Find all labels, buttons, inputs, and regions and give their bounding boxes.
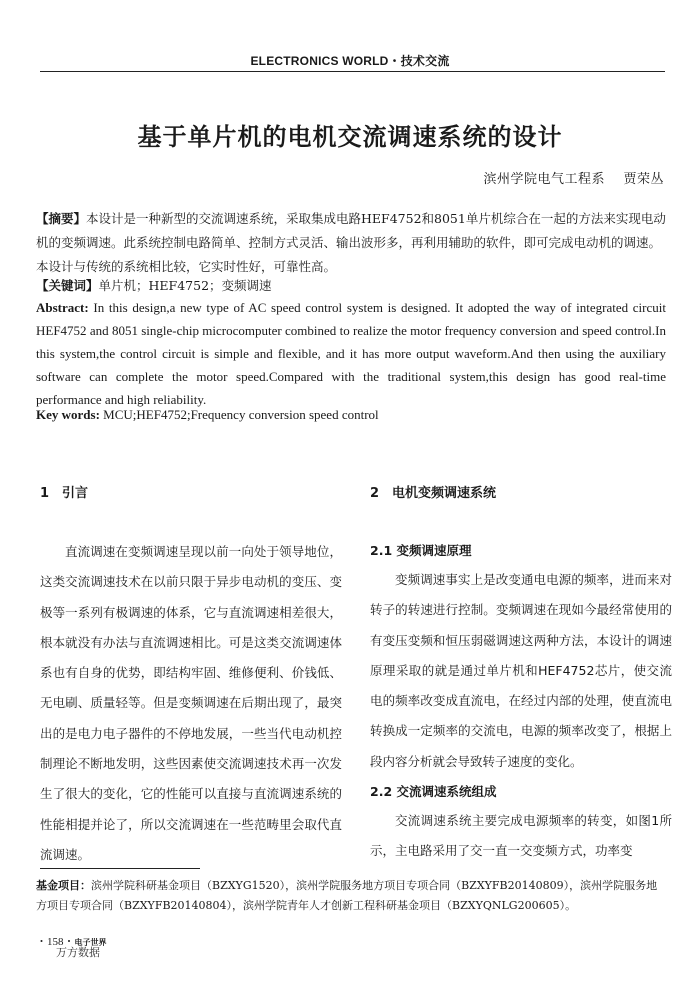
abstract-en-label: Abstract: <box>36 300 89 315</box>
watermark: 万方数据 <box>56 946 100 959</box>
subsection-2-1-heading: 2.1 变频调速原理 <box>370 543 472 558</box>
page-number: ・158・ <box>36 936 75 948</box>
footnote-divider <box>40 868 200 869</box>
abstract-en <box>36 296 666 411</box>
keywords-en-label: Key words: <box>36 407 100 422</box>
header-divider <box>40 71 665 72</box>
keywords-en-text: MCU;HEF4752;Frequency conversion speed control <box>99 407 379 422</box>
paper-title: 基于单片机的电机交流调速系统的设计 <box>137 123 563 151</box>
right-column-bottom <box>370 806 672 867</box>
keywords-cn-text: 单片机；HEF4752；变频调速 <box>98 278 272 293</box>
running-header: ELECTRONICS WORLD・技术交流 <box>250 54 450 68</box>
footnote-text: 滨州学院科研基金项目（BZXYG1520），滨州学院服务地方项目专项合同（BZXYFB20140809），滨州学院服务地方项目专项合同（BZXYFB20140804），滨州学院青年人才创新工程科研基金项目（BZXYQNLG200605）。 <box>36 879 658 912</box>
subsection-2-2-heading: 2.2 交流调速系统组成 <box>370 784 497 799</box>
abstract-en-text: In this design,a new type of AC speed control system is designed. It adopted the way of integrated circuit HEF4752 and 8051 single-chip microcomputer combined to realize the motor frequency conversion and speed control.In this system,the control circuit is simple and flexible, and it has more output waveform.And then using the auxiliary software can complete the motor speed.Compared with the traditional system,this design has good real-time performance and high reliability. <box>36 300 666 407</box>
keywords-cn-label: 【关键词】 <box>36 278 99 293</box>
affiliation-org: 滨州学院电气工程系 <box>483 172 605 187</box>
keywords-en <box>36 406 666 424</box>
journal-logo: 电子世界 <box>74 938 107 947</box>
section-2-heading: 2 电机变频调速系统 <box>370 486 497 501</box>
subsection-2-1-paragraph: 变频调速事实上是改变通电电源的频率，进而来对转子的转速进行控制。变频调速在现如今最经常使用的有变压变频和恒压弱磁调速这两种方法，本设计的调速原理采取的就是通过单片机和HEF4752芯片，使交流电的频率改变成直流电，在经过内部的处理，使直流电转换成一定频率的交流电，电源的频率改变了，根据上段内容分析就会导致转子速度的变化。 <box>370 572 672 769</box>
funding-footnote <box>36 876 668 916</box>
author-name: 贾荣丛 <box>623 172 664 187</box>
subsection-2-2-paragraph: 交流调速系统主要完成电源频率的转变，如图1所示，主电路采用了交一直一交变频方式，功率变 <box>370 813 672 859</box>
abstract-cn-text: 本设计是一种新型的交流调速系统，采取集成电路HEF4752和8051单片机综合在一起的方法来实现电动机的变频调速。此系统控制电路简单、控制方式灵活、输出波形多，再利用辅助的软件，即可完成电动机的调速。本设计与传统的系统相比较，它实时性好，可靠性高。 <box>36 211 666 274</box>
left-column <box>40 537 342 870</box>
section-1-heading: 1 引言 <box>40 486 89 501</box>
section-1-paragraph: 直流调速在变频调速呈现以前一向处于领导地位，这类交流调速技术在以前只限于异步电动机的变压、变极等一系列有极调速的体系，它与直流调速相差很大，根本就没有办法与直流调速相比。可是这类交流调速体系也有自身的优势，即结构牢固、维修便利、价钱低、无电刷、质量轻等。但是变频调速在后期出现了，最突出的是电力电子器件的不停地发展，一些当代电动机控制理论不断地发明，这些因素使交流调速技术再一次发生了很大的变化，它的性能可以直接与直流调速系统的性能相提并论了，所以交流调速在一些范畴里会取代直流调速。 <box>40 544 342 862</box>
footnote-label: 基金项目： <box>36 879 91 892</box>
abstract-cn <box>36 207 666 279</box>
abstract-cn-label: 【摘要】 <box>36 211 87 226</box>
keywords-cn <box>36 277 666 295</box>
right-column-top <box>370 565 672 777</box>
affiliation-line <box>483 168 664 187</box>
